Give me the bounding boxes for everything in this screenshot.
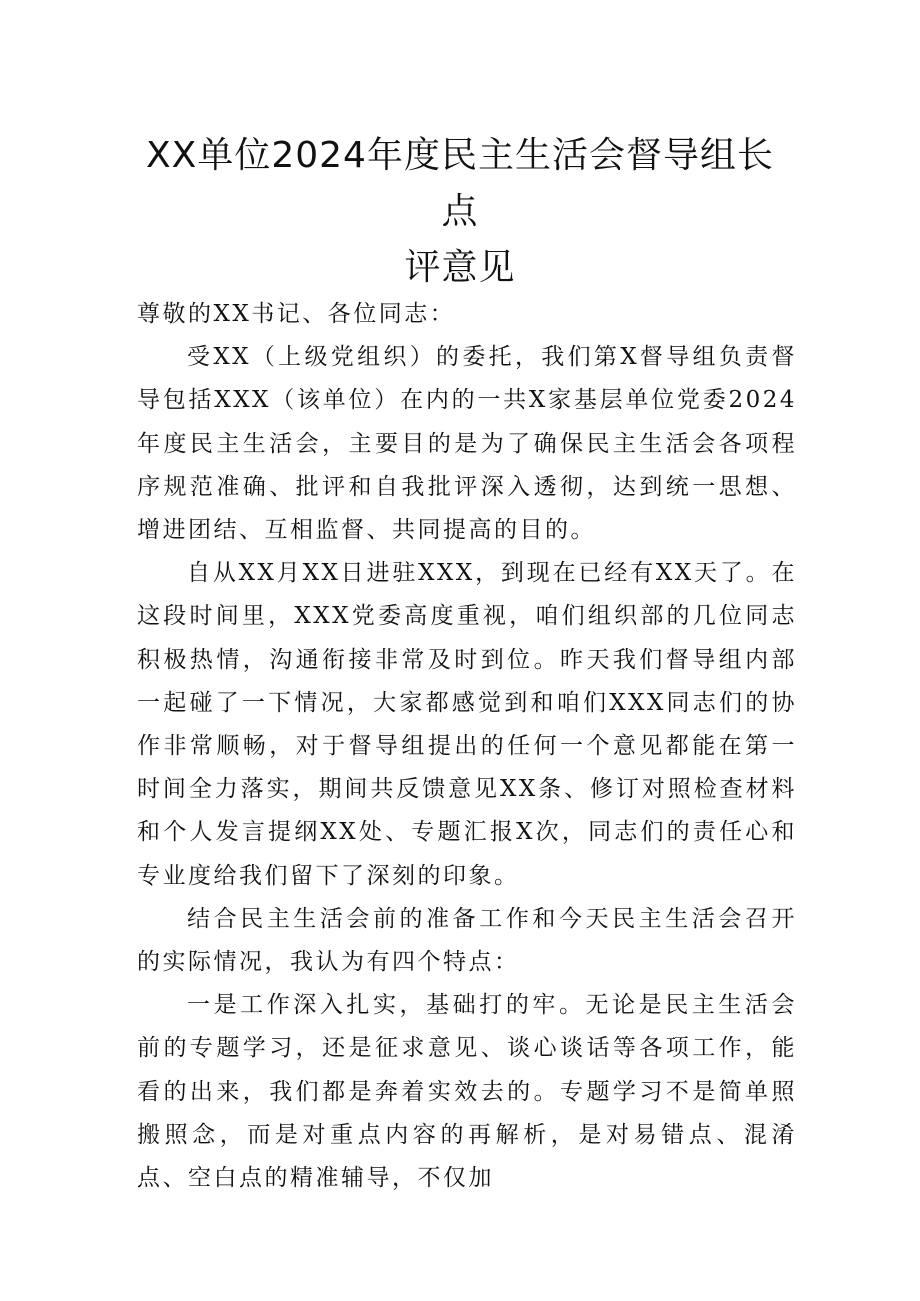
paragraph-1: 受XX（上级党组织）的委托，我们第X督导组负责督导包括XXX（该单位）在内的一共X家基层单位党委2024年度民主生活会，主要目的是为了确保民主生活会各项程序规范准确、批评和自我批评深入透彻，达到统一思想、增进团结、互相监督、共同提高的目的。 [137, 344, 797, 544]
salutation: 尊敬的XX书记、各位同志： [137, 301, 456, 327]
paragraph-4: 一是工作深入扎实，基础打的牢。无论是民主生活会前的专题学习，还是征求意见、谈心谈话等各项工作，能看的出来，我们都是奔着实效去的。专题学习不是简单照搬照念，而是对重点内容的再解析，是对易错点、混淆点、空白点的精准辅导，不仅加 [137, 992, 797, 1192]
title-line-1: XX单位2024年度民主生活会督导组长点 [146, 135, 774, 232]
document-body [137, 293, 797, 1200]
title-line-2: 评意见 [404, 247, 516, 288]
paragraph-2: 自从XX月XX日进驻XXX，到现在已经有XX天了。在这段时间里，XXX党委高度重视，咱们组织部的几位同志积极热情，沟通衔接非常及时到位。昨天我们督导组内部一起碰了一下情况，大家都感觉到和咱们XXX同志们的协作非常顺畅，对于督导组提出的任何一个意见都能在第一时间全力落实，期间共反馈意见XX条、修订对照检查材料和个人发言提纲XX处、专题汇报X次，同志们的责任心和专业度给我们留下了深刻的印象。 [137, 560, 797, 889]
document-title [130, 128, 790, 296]
paragraph-3: 结合民主生活会前的准备工作和今天民主生活会召开的实际情况，我认为有四个特点： [137, 905, 797, 976]
